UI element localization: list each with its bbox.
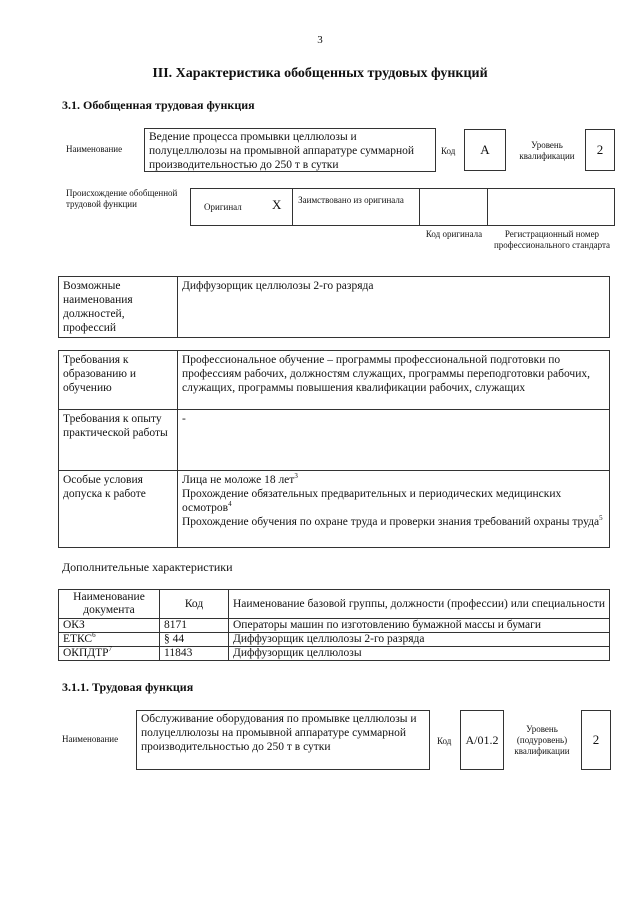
row-doc: ОКПДТР$^7$ xyxy=(59,647,160,661)
positions-table xyxy=(58,276,610,338)
gf-code-value: A xyxy=(464,129,506,171)
row-name: Диффузорщик целлюлозы xyxy=(229,647,610,661)
row-code: 11843 xyxy=(160,647,229,661)
section-title: III. Характеристика обобщенных трудовых функций xyxy=(152,66,488,81)
condition-safety: Прохождение обучения по охране труда и проверки знания требований охраны труда xyxy=(182,516,600,528)
footnote-ref-4: 4 xyxy=(228,500,232,509)
conditions-value xyxy=(178,471,610,548)
gf-name-label: Наименование xyxy=(66,144,123,154)
lf-name-value: Обслуживание оборудования по промывке целлюлозы и полуцеллюлозы на промывной аппаратуре суммарной производительностью до 250 т в сутки xyxy=(136,710,430,770)
table-row xyxy=(59,619,610,633)
lf-level-label: Уровень (подуровень) квалификации xyxy=(514,724,570,756)
lf-name-label: Наименование xyxy=(62,734,119,744)
footnote-ref-5: 5 xyxy=(599,514,603,523)
origin-label: Происхождение обобщенной трудовой функции xyxy=(66,188,178,209)
row-code: 8171 xyxy=(160,619,229,633)
origin-reg-caption: Регистрационный номер профессионального стандарта xyxy=(493,229,611,250)
row-code: § 44 xyxy=(160,633,229,647)
row-name: Операторы машин по изготовлению бумажной массы и бумаги xyxy=(229,619,610,633)
conditions-label: Особые условия допуска к работе xyxy=(59,471,178,548)
col-code-header: Код xyxy=(160,590,229,619)
gf-name-value: Ведение процесса промывки целлюлозы и полуцеллюлозы на промывной аппаратуре суммарной производительностью до 250 т в сутки xyxy=(144,128,436,172)
origin-original-mark: X xyxy=(272,197,282,212)
labor-function-heading: 3.1.1. Трудовая функция xyxy=(62,680,194,694)
origin-code-caption: Код оригинала xyxy=(425,229,483,239)
lf-level-value: 2 xyxy=(581,710,611,770)
origin-borrowed-label: Заимствовано из оригинала xyxy=(298,195,404,205)
row-doc: ОКЗ xyxy=(59,619,160,633)
positions-label: Возможные наименования должностей, профессий xyxy=(59,277,178,338)
gf-level-label: Уровень квалификации xyxy=(519,140,575,161)
condition-medical: Прохождение обязательных предварительных и периодических медицинских осмотров xyxy=(182,488,562,514)
condition-age: Лица не моложе 18 лет xyxy=(182,474,295,486)
experience-label: Требования к опыту практической работы xyxy=(59,410,178,471)
lf-code-label: Код xyxy=(437,736,452,746)
footnote-ref-3: 3 xyxy=(294,472,298,481)
additional-table xyxy=(58,589,610,661)
generalized-function-heading: 3.1. Обобщенная трудовая функция xyxy=(62,98,255,112)
table-row xyxy=(59,647,610,661)
table-row xyxy=(59,633,610,647)
col-name-header: Наименование базовой группы, должности (профессии) или специальности xyxy=(229,590,610,619)
origin-row xyxy=(190,188,615,226)
gf-code-label: Код xyxy=(441,146,456,156)
origin-original-label: Оригинал xyxy=(204,202,242,212)
positions-value: Диффузорщик целлюлозы 2-го разряда xyxy=(178,277,610,338)
col-doc-header: Наименование документа xyxy=(59,590,160,619)
experience-value: - xyxy=(178,410,610,471)
requirements-table xyxy=(58,350,610,548)
row-name: Диффузорщик целлюлозы 2-го разряда xyxy=(229,633,610,647)
page-number: 3 xyxy=(317,34,323,46)
footnote-ref-6: 6 xyxy=(92,631,96,640)
education-label: Требования к образованию и обучению xyxy=(59,351,178,410)
row-doc: ЕТКС$^6$ xyxy=(59,633,160,647)
lf-code-value: A/01.2 xyxy=(460,710,504,770)
additional-heading: Дополнительные характеристики xyxy=(62,560,233,574)
footnote-ref-7: 7 xyxy=(108,645,113,654)
gf-level-value: 2 xyxy=(585,129,615,171)
education-value: Профессиональное обучение – программы профессиональной подготовки по профессиям рабочих, должностям служащих, программы переподготовки рабочих, служащих, программы повышения квалификации рабочих, служащих xyxy=(178,351,610,410)
